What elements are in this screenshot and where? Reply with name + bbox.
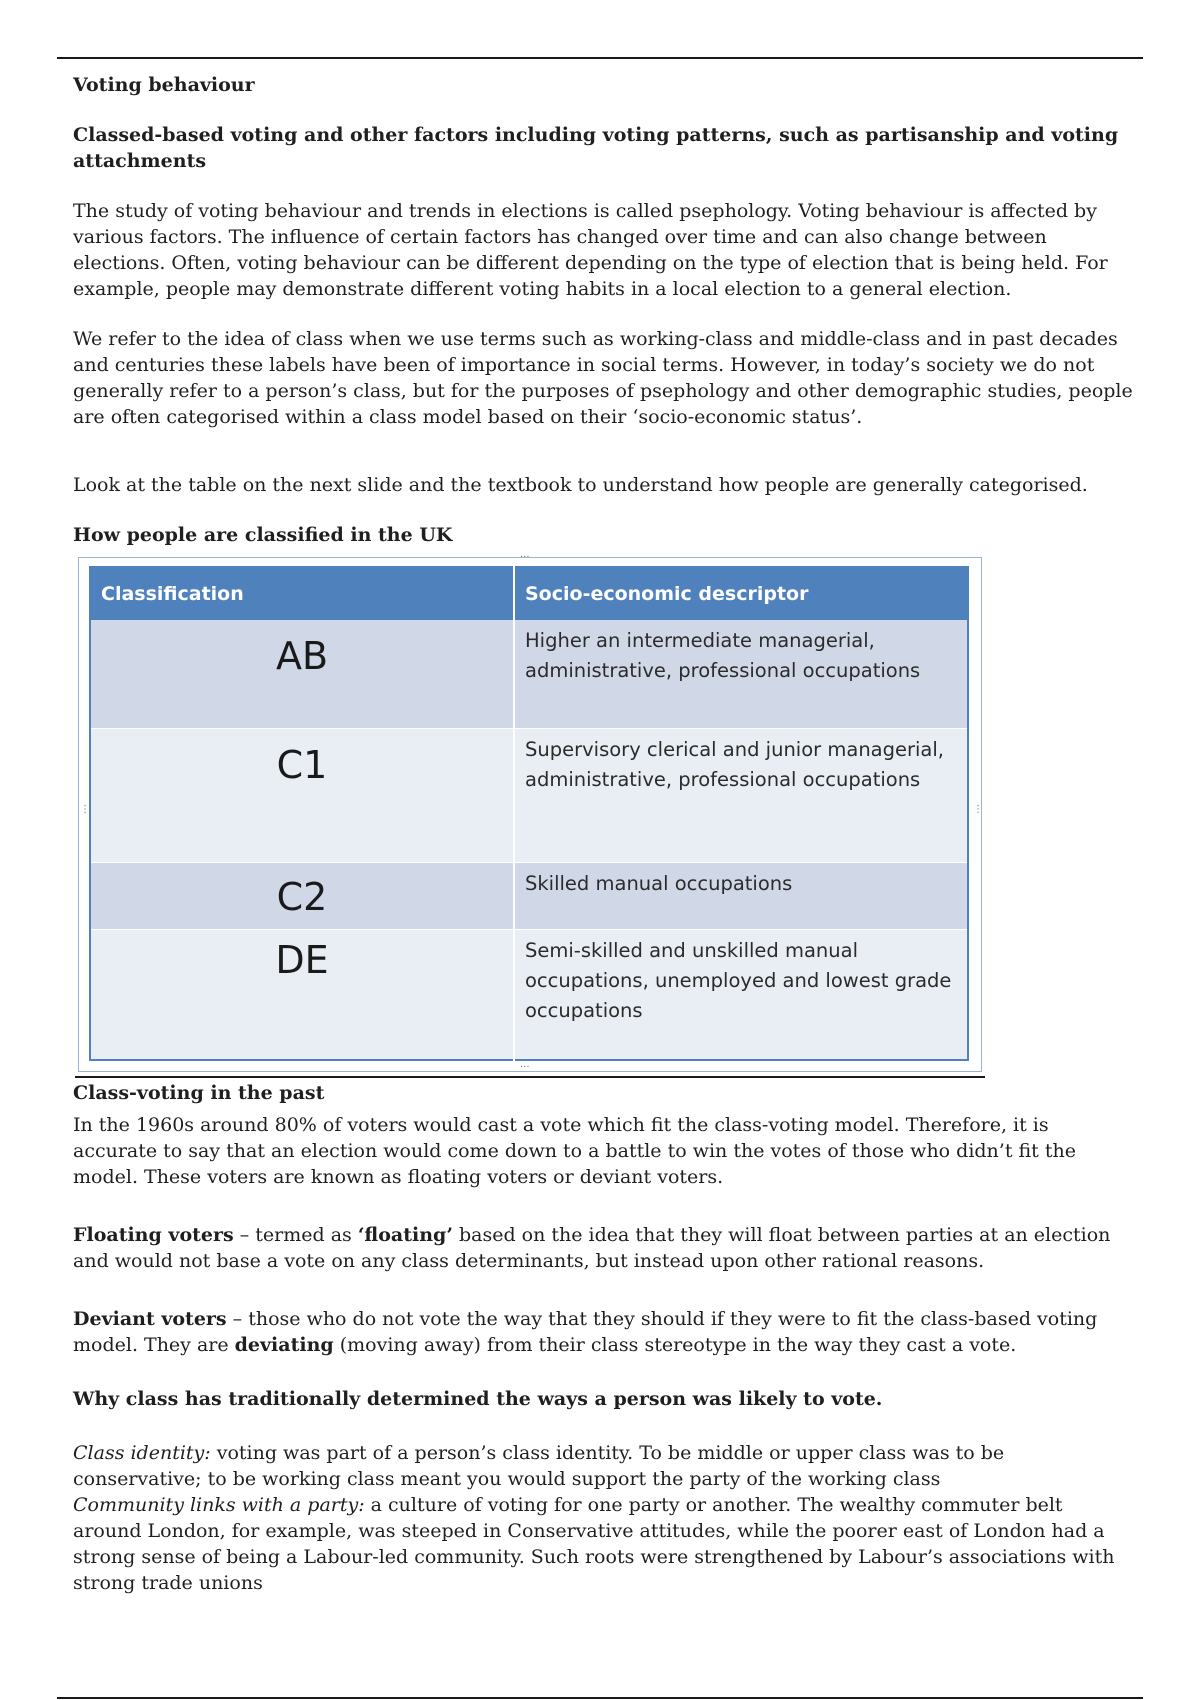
community-links-label: Community links with a party: xyxy=(73,1494,365,1516)
paragraph-past: In the 1960s around 80% of voters would cast a vote which fit the class-voting model. Therefore, it is accurate to say that an election would come down to a battle to win the votes of those who didn’t fit the model. These voters are known as floating voters or deviant voters. xyxy=(73,1114,1076,1188)
deviant-voters-text: (moving away) from their class stereotype in the way they cast a vote. xyxy=(333,1334,1017,1356)
floating-voters-mid: – termed as xyxy=(233,1224,358,1246)
deviating-word: deviating xyxy=(234,1334,334,1356)
socio-economic-descriptor: Supervisory clerical and junior managerial, administrative, professional occupations xyxy=(514,728,968,862)
table-bottom-rule xyxy=(75,1076,985,1078)
document-title: Voting behaviour xyxy=(73,74,255,96)
deviant-voters-term: Deviant voters xyxy=(73,1308,227,1330)
community-links-text: a culture of voting for one party or another. The wealthy commuter belt around London, for example, was steeped in Conservative attitudes, while the poorer east of London had a strong sense of being a Labour-led community. Such roots were strengthened by Labour’s associations with strong trade unions xyxy=(73,1494,1115,1594)
socio-economic-descriptor: Skilled manual occupations xyxy=(514,862,968,929)
table-row xyxy=(90,862,968,929)
floating-voters-text: based on the idea that they will float between parties at an election and would not base a vote on any class determinants, but instead upon other rational reasons. xyxy=(73,1224,1111,1272)
paragraph-psephology: The study of voting behaviour and trends in elections is called psephology. Voting behaviour is affected by various factors. The influence of certain factors has changed over time and can also change between elections. Often, voting behaviour can be different depending on the type of election that is being held. For example, people may demonstrate different voting habits in a local election to a general election. xyxy=(73,200,1108,300)
lower-section xyxy=(73,1080,1133,1596)
frame-handle-left[interactable]: ⋮ xyxy=(80,804,90,815)
floating-quote: ‘floating’ xyxy=(357,1224,453,1246)
paragraph-floating-voters xyxy=(73,1222,1133,1274)
past-heading: Class-voting in the past xyxy=(73,1082,325,1104)
classification-code: DE xyxy=(90,929,514,1060)
document-body xyxy=(73,72,1133,548)
frame-handle-bottom[interactable]: ··· xyxy=(520,1062,530,1073)
paragraph-class-identity xyxy=(73,1440,1133,1492)
classification-code: C1 xyxy=(90,728,514,862)
paragraph-community-links xyxy=(73,1492,1133,1596)
why-heading: Why class has traditionally determined the ways a person was likely to vote. xyxy=(73,1388,883,1410)
bottom-rule xyxy=(57,1697,1143,1699)
socio-economic-descriptor: Higher an intermediate managerial, administrative, professional occupations xyxy=(514,620,968,728)
classification-code: C2 xyxy=(90,862,514,929)
table-header-row xyxy=(90,567,968,620)
top-rule xyxy=(57,57,1143,59)
socio-economic-descriptor: Semi-skilled and unskilled manual occupations, unemployed and lowest grade occupations xyxy=(514,929,968,1060)
paragraph-look-at-table: Look at the table on the next slide and the textbook to understand how people are generally categorised. xyxy=(73,474,1088,496)
header-descriptor: Socio-economic descriptor xyxy=(514,567,968,620)
class-identity-label: Class identity: xyxy=(73,1442,211,1464)
paragraph-class: We refer to the idea of class when we use terms such as working-class and middle-class and in past decades and centuries these labels have been of importance in social terms. However, in today’s society we do not generally refer to a person’s class, but for the purposes of psephology and other demographic studies, people are often categorised within a class model based on their ‘socio-economic status’. xyxy=(73,328,1133,428)
frame-handle-top[interactable]: ··· xyxy=(520,552,530,563)
deviant-voters-mid: – those who do not vote the way that they should if they were to fit the class-based voting model. They are xyxy=(73,1308,1098,1356)
document-subtitle: Classed-based voting and other factors including voting patterns, such as partisanship and voting attachments xyxy=(73,124,1119,172)
classification-table xyxy=(89,566,969,1061)
classification-code: AB xyxy=(90,620,514,728)
header-classification: Classification xyxy=(90,567,514,620)
table-row xyxy=(90,620,968,728)
table-row xyxy=(90,929,968,1060)
floating-voters-term: Floating voters xyxy=(73,1224,234,1246)
table-row xyxy=(90,728,968,862)
table-heading: How people are classified in the UK xyxy=(73,524,453,546)
frame-handle-right[interactable]: ⋮ xyxy=(973,804,983,815)
class-identity-text: voting was part of a person’s class identity. To be middle or upper class was to be conservative; to be working class meant you would support the party of the working class xyxy=(73,1442,1005,1490)
paragraph-deviant-voters xyxy=(73,1306,1133,1358)
